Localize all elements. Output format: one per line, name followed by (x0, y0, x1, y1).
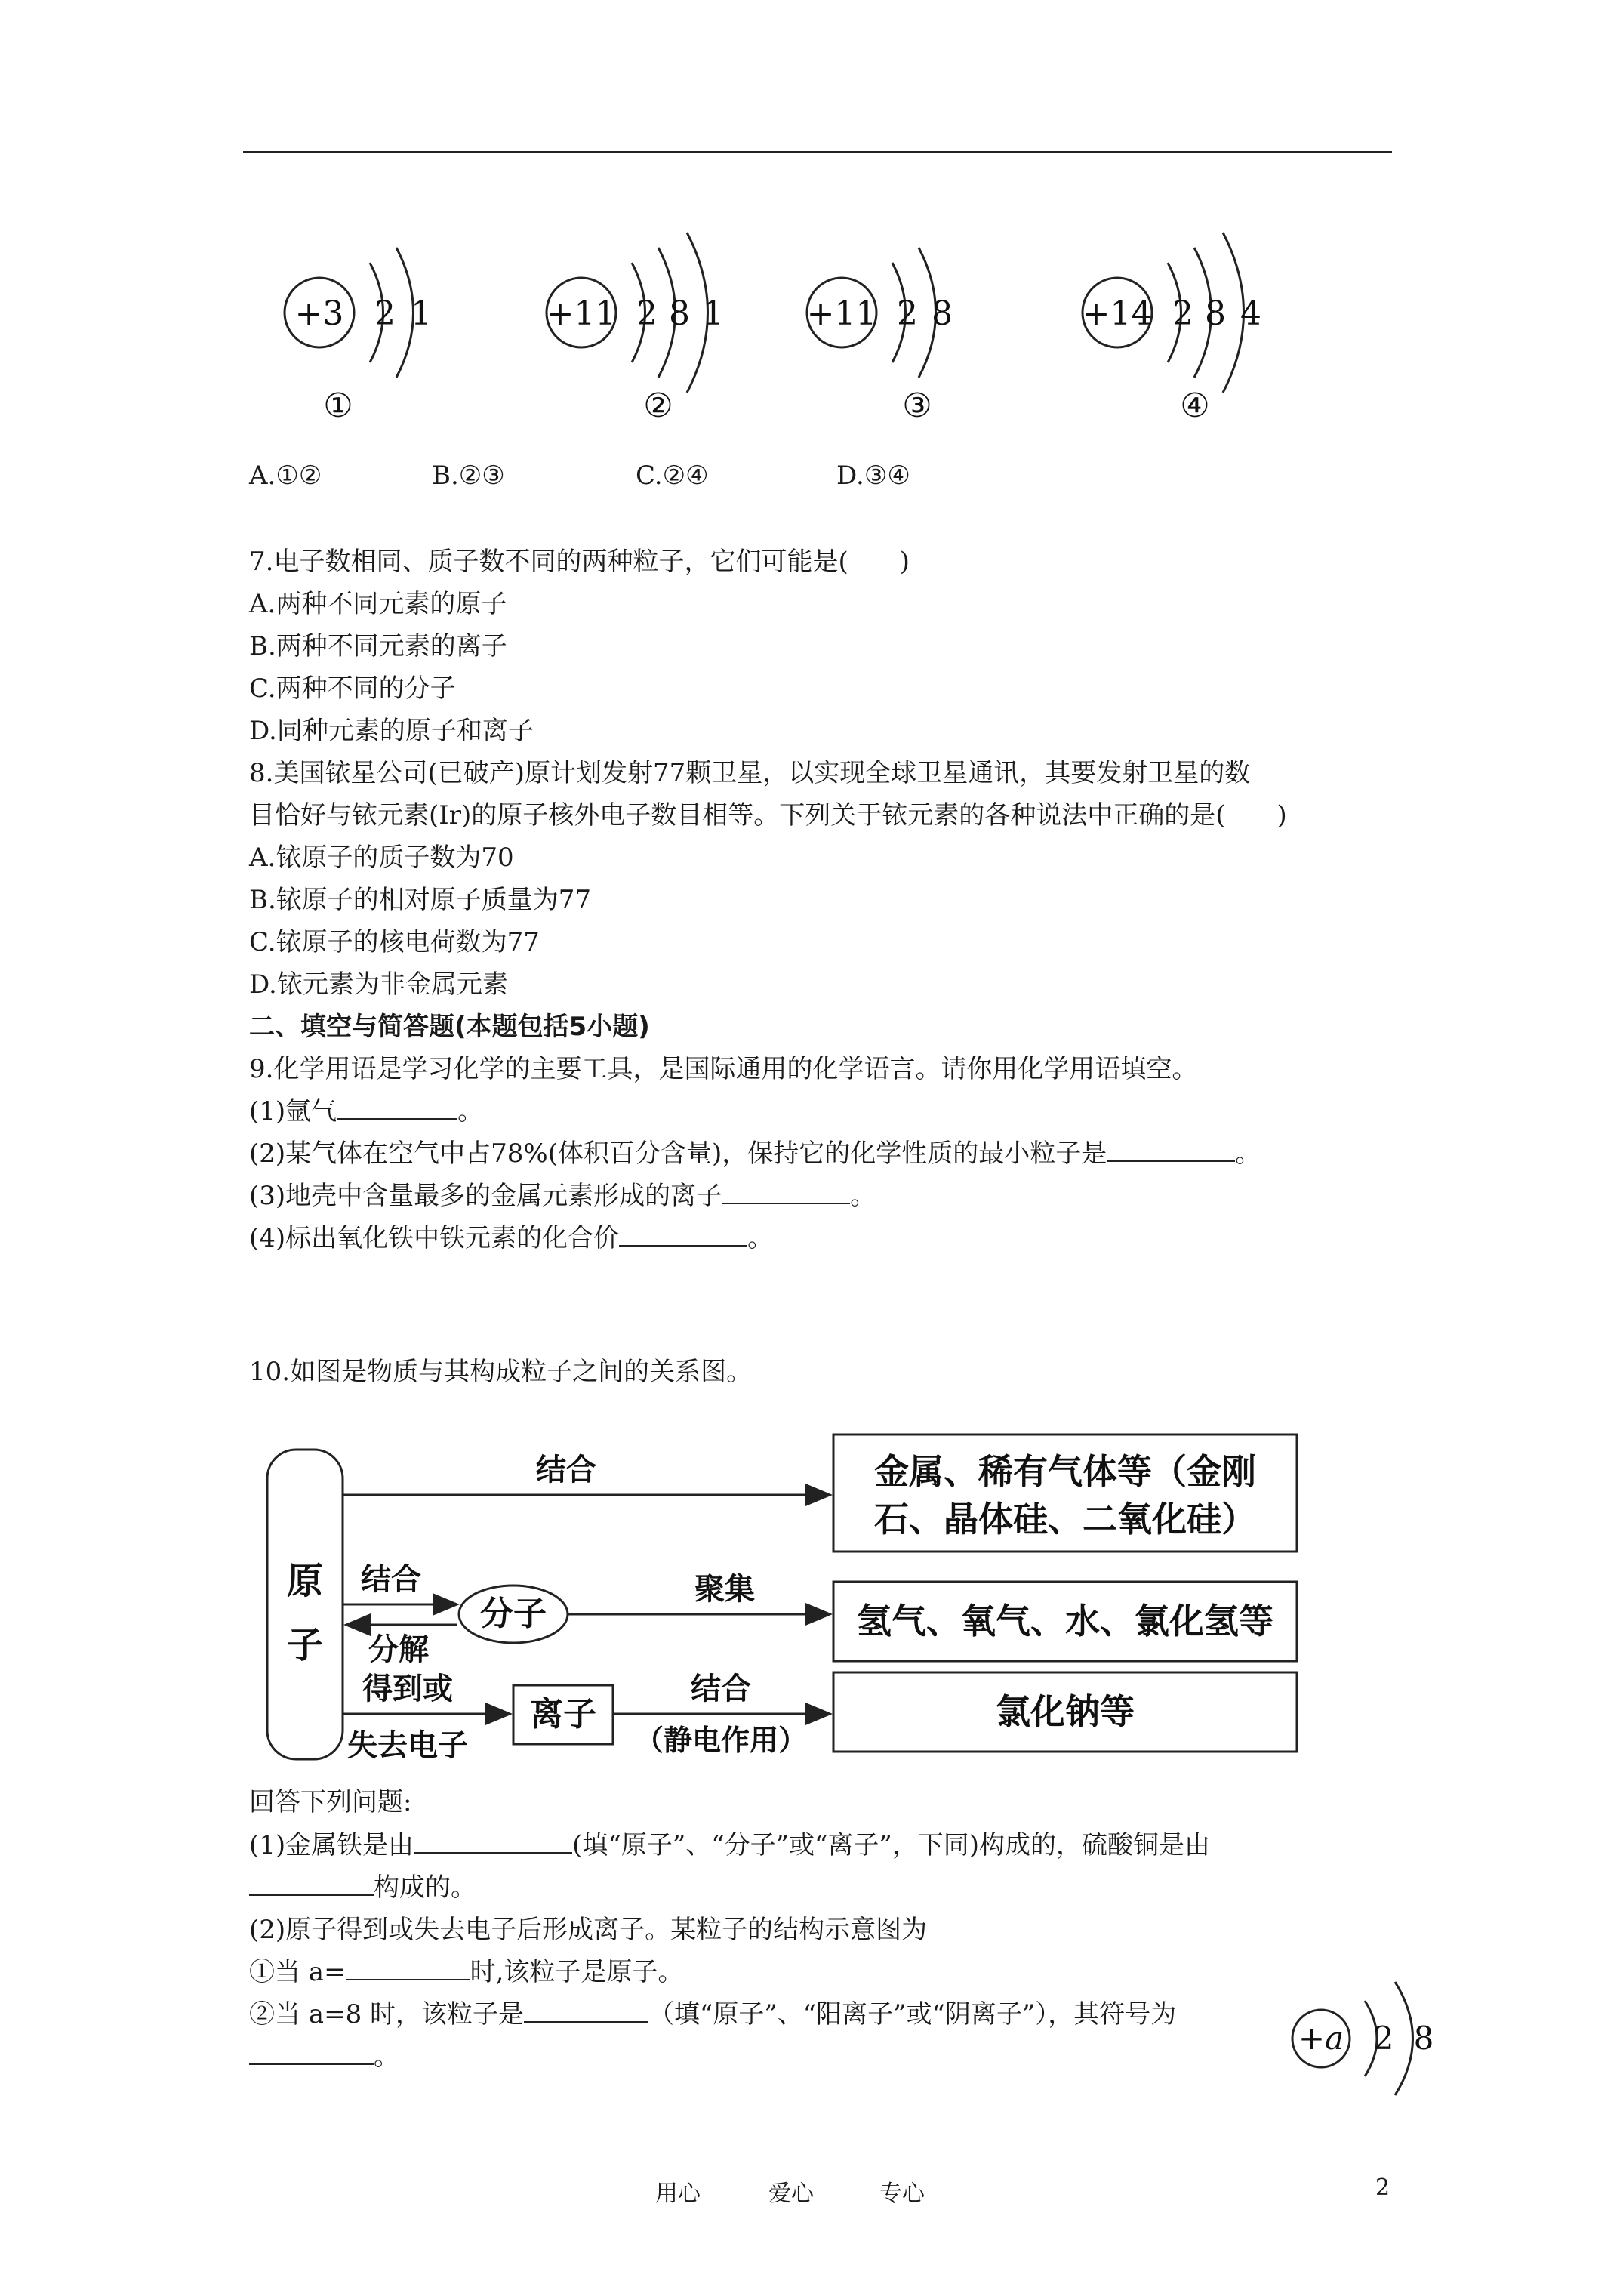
q10-part-1-text-b: (填“原子”、“分子”或“离子”，下同)构成的，硫酸铜是由 (572, 1830, 1210, 1860)
q10-part-2-1 (249, 1955, 683, 1989)
q10-part-2-1-blank[interactable] (346, 1956, 470, 1980)
atom-3-shell-2: 8 (932, 294, 953, 333)
atom-2-label: ② (643, 387, 673, 425)
particle-shell-1: 2 (1373, 2020, 1394, 2057)
atom-4-shell-2: 8 (1205, 294, 1226, 333)
q7-option-d: D.同种元素的原子和离子 (249, 716, 534, 746)
q10-part-2-2-cont (249, 2040, 399, 2073)
diagram-gather-label: 聚集 (694, 1572, 755, 1607)
atom-4-nucleus: +14 (1082, 294, 1153, 333)
q6-option-d: D.③④ (836, 461, 910, 491)
diagram-electrostatic-label: （静电作用） (634, 1724, 808, 1757)
diagram-box-2: 氢气、氧气、水、氯化氢等 (857, 1601, 1273, 1641)
q8-option-c: C.铱原子的核电荷数为77 (249, 927, 540, 957)
q9-stem: 9.化学用语是学习化学的主要工具，是国际通用的化学语言。请你用化学用语填空。 (249, 1054, 1198, 1084)
atom-2-shell-2: 8 (669, 294, 690, 333)
q10-part-1-blank-2[interactable] (249, 1872, 374, 1896)
diagram-box-3: 氯化钠等 (996, 1691, 1135, 1732)
q9-part-3 (249, 1179, 876, 1213)
atom-4-shell-1: 2 (1172, 294, 1193, 333)
q10-part-2-2-blank-1[interactable] (524, 1999, 648, 2023)
q9-part-1-blank[interactable] (337, 1096, 457, 1120)
atom-3-label: ③ (902, 387, 932, 425)
q10-part-1-text-a: (1)金属铁是由 (249, 1830, 414, 1860)
q10-part-2-1-text-a: ①当 a= (249, 1957, 346, 1987)
atomic-structure-diagrams (226, 211, 1321, 438)
q10-part-2-2-text-a: ②当 a=8 时，该粒子是 (249, 1999, 525, 2029)
atom-1-nucleus: +3 (294, 294, 344, 333)
q10-part-1-cont (249, 1871, 476, 1904)
q6-option-c: C.②④ (636, 461, 709, 491)
diagram-combine-label-1: 结合 (536, 1453, 596, 1487)
q9-part-2-blank[interactable] (1107, 1138, 1235, 1162)
q8-option-d: D.铱元素为非金属元素 (249, 969, 508, 1000)
diagram-molecule: 分子 (480, 1595, 547, 1633)
particle-shell-2: 8 (1413, 2020, 1434, 2057)
atom-2-shell-1: 2 (636, 294, 658, 333)
diagram-ion: 离子 (530, 1695, 596, 1734)
q6-option-b: B.②③ (432, 461, 505, 491)
atom-4-label: ④ (1180, 387, 1210, 425)
atom-1-shell-2: 1 (411, 294, 432, 333)
section-2-heading: 二、填空与简答题(本题包括5小题) (249, 1012, 650, 1042)
atom-3-shell-1: 2 (897, 294, 918, 333)
q10-part-2: (2)原子得到或失去电子后形成离子。某粒子的结构示意图为 (249, 1915, 928, 1945)
q10-part-2-2-text-b: （填“原子”、“阳离子”或“阴离子”），其符号为 (648, 1999, 1177, 2029)
diagram-gain-lose-line-2: 失去电子 (347, 1728, 468, 1763)
q9-part-1 (249, 1095, 483, 1128)
q10-part-2-2-end: 。 (374, 2042, 399, 2072)
footer-word-2: 爱心 (768, 2180, 814, 2207)
q10-part-2-2-blank-2[interactable] (249, 2041, 374, 2065)
q8-option-a: A.铱原子的质子数为70 (249, 843, 514, 873)
atom-1-label: ① (323, 387, 353, 425)
q9-part-2-end: 。 (1235, 1139, 1261, 1169)
q10-part-1 (249, 1829, 1210, 1862)
atom-2-nucleus: +11 (546, 294, 617, 333)
q7-option-b: B.两种不同元素的离子 (249, 631, 507, 661)
q8-option-b: B.铱原子的相对原子质量为77 (249, 885, 592, 915)
q10-part-1-text-c: 构成的。 (374, 1872, 476, 1903)
q7-option-c: C.两种不同的分子 (249, 673, 456, 704)
q9-part-2-text: (2)某气体在空气中占78%(体积百分含量)，保持它的化学性质的最小粒子是 (249, 1139, 1107, 1169)
atom-2-shell-3: 1 (703, 294, 724, 333)
q10-part-2-2 (249, 1998, 1176, 2031)
q10-part-2-1-text-b: 时,该粒子是原子。 (470, 1957, 684, 1987)
q9-part-2 (249, 1137, 1261, 1170)
diagram-box-1-line-2: 石、晶体硅、二氧化硅） (874, 1499, 1256, 1539)
particle-structure-diagram (1276, 1963, 1457, 2114)
q9-part-4 (249, 1222, 773, 1255)
q7-option-a: A.两种不同元素的原子 (249, 589, 507, 619)
q9-part-1-text: (1)氩气 (249, 1096, 337, 1126)
diagram-atom-char-1: 原 (286, 1560, 324, 1602)
atom-1-shell-1: 2 (374, 294, 396, 333)
header-rule (243, 151, 1392, 153)
footer-word-3: 专心 (879, 2180, 925, 2207)
q10-part-1-blank-1[interactable] (414, 1829, 572, 1854)
substance-particle-relationship-diagram (249, 1419, 1321, 1774)
diagram-box-1-line-1: 金属、稀有气体等（金刚 (874, 1451, 1256, 1492)
q8-stem-line-2: 目恰好与铱元素(Ir)的原子核外电子数目相等。下列关于铱元素的各种说法中正确的是( ) (249, 800, 1287, 831)
q9-part-4-end: 。 (747, 1223, 774, 1253)
q8-stem-line-1: 8.美国铱星公司(已破产)原计划发射77颗卫星，以实现全球卫星通讯，其要发射卫星的数 (249, 758, 1251, 788)
page-number: 2 (1375, 2174, 1390, 2201)
q10-stem: 10.如图是物质与其构成粒子之间的关系图。 (249, 1357, 753, 1387)
q9-part-4-text: (4)标出氧化铁中铁元素的化合价 (249, 1223, 620, 1253)
q9-part-3-end: 。 (850, 1181, 876, 1211)
q9-part-3-text: (3)地壳中含量最多的金属元素形成的离子 (249, 1181, 722, 1211)
q7-stem: 7.电子数相同、质子数不同的两种粒子，它们可能是( ) (249, 547, 910, 577)
diagram-combine-label-2: 结合 (361, 1562, 421, 1597)
q6-option-a: A.①② (249, 461, 322, 491)
q9-part-1-end: 。 (457, 1096, 484, 1126)
atom-3-nucleus: +11 (806, 294, 877, 333)
atom-4-shell-3: 4 (1240, 294, 1261, 333)
diagram-decompose-label: 分解 (368, 1632, 429, 1667)
diagram-gain-lose-line-1: 得到或 (362, 1672, 453, 1706)
q9-part-4-blank[interactable] (619, 1222, 747, 1247)
q10-answer-intro: 回答下列问题: (249, 1787, 412, 1817)
diagram-atom-char-2: 子 (286, 1624, 324, 1666)
particle-nucleus: +a (1298, 2020, 1344, 2057)
footer-word-1: 用心 (655, 2180, 701, 2207)
q9-part-3-blank[interactable] (722, 1180, 850, 1204)
diagram-combine-label-3: 结合 (691, 1672, 751, 1706)
